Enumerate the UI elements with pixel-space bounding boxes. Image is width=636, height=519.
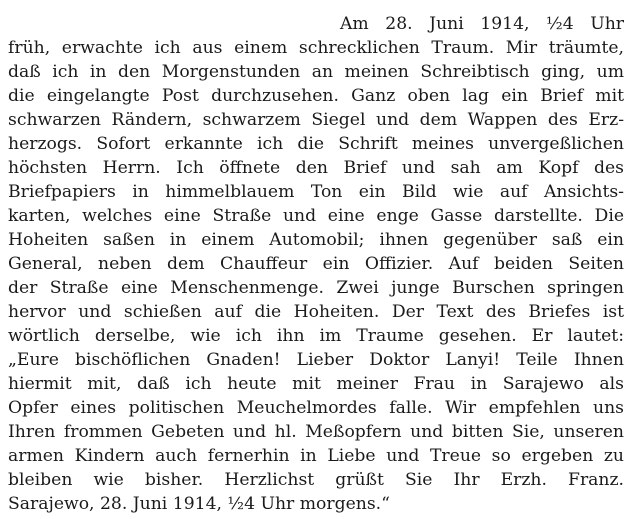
text-line: daß ich in den Morgenstunden an meinen Schreibtisch ging, um [8, 62, 624, 82]
text-line: General, neben dem Chauffeur ein Offizier. Auf beiden Seiten [8, 254, 624, 274]
text-line: Ihren frommen Gebeten und hl. Meßopfern und bitten Sie, unseren [8, 422, 624, 442]
text-line: wörtlich derselbe, wie ich ihn im Traume gesehen. Er lautet: [8, 326, 624, 346]
text-line: Am 28. Juni 1914, ½4 Uhr [340, 14, 624, 34]
text-line: schwarzen Rändern, schwarzem Siegel und dem Wappen des Erz- [8, 110, 624, 130]
text-line: früh, erwachte ich aus einem schrecklichen Traum. Mir träumte, [8, 38, 624, 58]
text-line: hiermit mit, daß ich heute mit meiner Frau in Sarajewo als [8, 374, 624, 394]
text-line: „Eure bischöflichen Gnaden! Lieber Doktor Lanyi! Teile Ihnen [8, 350, 624, 370]
text-line: hervor und schießen auf die Hoheiten. Der Text des Briefes ist [8, 302, 624, 322]
text-line: karten, welches eine Straße und eine enge Gasse darstellte. Die [8, 206, 624, 226]
text-line: bleiben wie bisher. Herzlichst grüßt Sie Ihr Erzh. Franz. [8, 470, 624, 490]
text-line: höchsten Herrn. Ich öffnete den Brief und sah am Kopf des [8, 158, 624, 178]
text-line: die eingelangte Post durchzusehen. Ganz oben lag ein Brief mit [8, 86, 624, 106]
text-line: Hoheiten saßen in einem Automobil; ihnen gegenüber saß ein [8, 230, 624, 250]
text-line: der Straße eine Menschenmenge. Zwei junge Burschen springen [8, 278, 624, 298]
text-line: Briefpapiers in himmelblauem Ton ein Bild wie auf Ansichts- [8, 182, 624, 202]
text-line: herzogs. Sofort erkannte ich die Schrift meines unvergeßlichen [8, 134, 624, 154]
text-line: Opfer eines politischen Meuchelmordes falle. Wir empfehlen uns [8, 398, 624, 418]
text-line: Sarajewo, 28. Juni 1914, ½4 Uhr morgens.“ [8, 494, 390, 514]
text-line: armen Kindern auch fernerhin in Liebe und Treue so ergeben zu [8, 446, 624, 466]
